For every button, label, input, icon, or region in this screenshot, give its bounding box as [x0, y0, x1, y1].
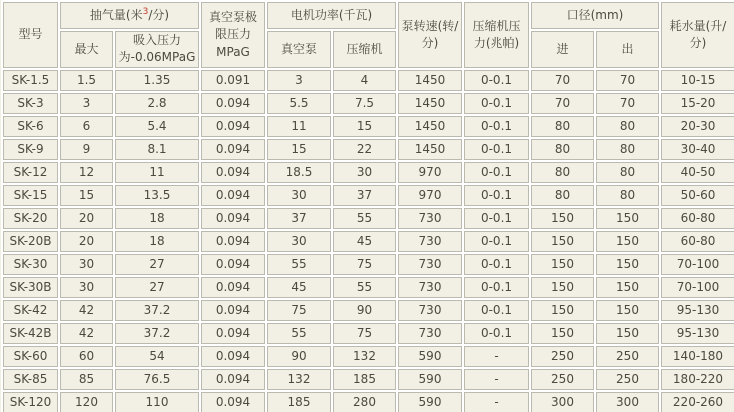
value-cell: 730: [398, 323, 462, 344]
value-cell: 1.35: [115, 70, 199, 91]
model-cell: SK-1.5: [3, 70, 58, 91]
value-cell: 970: [398, 162, 462, 183]
value-cell: 150: [531, 231, 594, 252]
table-row: [3, 93, 734, 114]
value-cell: 45: [267, 277, 331, 298]
value-cell: 27: [115, 277, 199, 298]
value-cell: 250: [531, 369, 594, 390]
value-cell: 0.094: [201, 162, 265, 183]
value-cell: 80: [531, 116, 594, 137]
value-cell: 6: [60, 116, 113, 137]
value-cell: 0-0.1: [464, 277, 529, 298]
table-row: [3, 300, 734, 321]
pumping-capacity-unit: /分): [148, 7, 170, 22]
value-cell: 80: [596, 139, 659, 160]
value-cell: 18: [115, 208, 199, 229]
value-cell: -: [464, 392, 529, 412]
model-cell: SK-12: [3, 162, 58, 183]
value-cell: 85: [60, 369, 113, 390]
value-cell: 37.2: [115, 300, 199, 321]
value-cell: 15: [333, 116, 396, 137]
header-max: 最大: [60, 31, 113, 68]
value-cell: 0.094: [201, 116, 265, 137]
value-cell: 15: [267, 139, 331, 160]
value-cell: 12: [60, 162, 113, 183]
value-cell: 150: [531, 208, 594, 229]
table-row: [3, 208, 734, 229]
value-cell: 54: [115, 346, 199, 367]
value-cell: 18: [115, 231, 199, 252]
value-cell: 11: [267, 116, 331, 137]
value-cell: 180-220: [661, 369, 734, 390]
table-row: [3, 323, 734, 344]
value-cell: 150: [596, 208, 659, 229]
value-cell: 75: [267, 300, 331, 321]
value-cell: 250: [596, 369, 659, 390]
value-cell: 95-130: [661, 300, 734, 321]
value-cell: 3: [60, 93, 113, 114]
value-cell: 0-0.1: [464, 300, 529, 321]
value-cell: 150: [596, 323, 659, 344]
value-cell: 70: [531, 93, 594, 114]
value-cell: 0-0.1: [464, 185, 529, 206]
header-row-1: [3, 2, 734, 29]
value-cell: 9: [60, 139, 113, 160]
value-cell: 970: [398, 185, 462, 206]
value-cell: -: [464, 369, 529, 390]
value-cell: 140-180: [661, 346, 734, 367]
value-cell: 37: [267, 208, 331, 229]
value-cell: 70-100: [661, 254, 734, 275]
value-cell: 15-20: [661, 93, 734, 114]
value-cell: 75: [333, 323, 396, 344]
value-cell: 18.5: [267, 162, 331, 183]
value-cell: 150: [531, 300, 594, 321]
value-cell: 132: [333, 346, 396, 367]
header-ultimate-pressure: 真空泵极限压力MPaG: [201, 2, 265, 68]
model-cell: SK-9: [3, 139, 58, 160]
header-row-2: [3, 31, 734, 68]
model-cell: SK-15: [3, 185, 58, 206]
value-cell: 20: [60, 231, 113, 252]
value-cell: -: [464, 346, 529, 367]
value-cell: 0-0.1: [464, 116, 529, 137]
value-cell: 590: [398, 392, 462, 412]
model-cell: SK-30B: [3, 277, 58, 298]
value-cell: 76.5: [115, 369, 199, 390]
value-cell: 590: [398, 346, 462, 367]
value-cell: 0-0.1: [464, 162, 529, 183]
value-cell: 3: [267, 70, 331, 91]
value-cell: 0-0.1: [464, 254, 529, 275]
value-cell: 80: [596, 162, 659, 183]
value-cell: 30: [267, 185, 331, 206]
table-row: [3, 185, 734, 206]
model-cell: SK-42B: [3, 323, 58, 344]
value-cell: 730: [398, 277, 462, 298]
value-cell: 185: [333, 369, 396, 390]
value-cell: 75: [333, 254, 396, 275]
value-cell: 1450: [398, 139, 462, 160]
header-outlet: 出: [596, 31, 659, 68]
value-cell: 20-30: [661, 116, 734, 137]
value-cell: 0.094: [201, 139, 265, 160]
value-cell: 0.094: [201, 323, 265, 344]
model-cell: SK-60: [3, 346, 58, 367]
value-cell: 80: [531, 162, 594, 183]
value-cell: 1450: [398, 93, 462, 114]
value-cell: 120: [60, 392, 113, 412]
value-cell: 80: [531, 185, 594, 206]
table-row: [3, 139, 734, 160]
spec-table: [1, 0, 734, 412]
header-pumping-capacity: [60, 2, 199, 29]
value-cell: 0-0.1: [464, 231, 529, 252]
value-cell: 70: [596, 93, 659, 114]
header-model: 型号: [3, 2, 58, 68]
value-cell: 0.094: [201, 208, 265, 229]
header-vacuum-pump: 真空泵: [267, 31, 331, 68]
table-header: [3, 2, 734, 68]
table-row: [3, 254, 734, 275]
table-row: [3, 162, 734, 183]
value-cell: 30-40: [661, 139, 734, 160]
header-water-consumption: 耗水量(升/分): [661, 2, 734, 68]
value-cell: 30: [333, 162, 396, 183]
value-cell: 5.5: [267, 93, 331, 114]
value-cell: 80: [596, 185, 659, 206]
value-cell: 40-50: [661, 162, 734, 183]
value-cell: 300: [531, 392, 594, 412]
table-row: [3, 70, 734, 91]
value-cell: 15: [60, 185, 113, 206]
value-cell: 0-0.1: [464, 323, 529, 344]
value-cell: 730: [398, 300, 462, 321]
value-cell: 60-80: [661, 208, 734, 229]
value-cell: 30: [267, 231, 331, 252]
value-cell: 0.094: [201, 185, 265, 206]
value-cell: 0.094: [201, 277, 265, 298]
value-cell: 70: [596, 70, 659, 91]
value-cell: 0-0.1: [464, 70, 529, 91]
spec-table-body: [3, 70, 734, 412]
value-cell: 150: [596, 300, 659, 321]
header-caliber: 口径(mm): [531, 2, 659, 29]
value-cell: 185: [267, 392, 331, 412]
value-cell: 60-80: [661, 231, 734, 252]
value-cell: 45: [333, 231, 396, 252]
model-cell: SK-20B: [3, 231, 58, 252]
value-cell: 37: [333, 185, 396, 206]
header-compressor-pressure: 压缩机压力(兆帕): [464, 2, 529, 68]
value-cell: 55: [333, 208, 396, 229]
value-cell: 0.094: [201, 346, 265, 367]
value-cell: 8.1: [115, 139, 199, 160]
value-cell: 150: [596, 231, 659, 252]
value-cell: 110: [115, 392, 199, 412]
value-cell: 0.094: [201, 300, 265, 321]
value-cell: 50-60: [661, 185, 734, 206]
value-cell: 20: [60, 208, 113, 229]
value-cell: 70-100: [661, 277, 734, 298]
value-cell: 250: [531, 346, 594, 367]
table-row: [3, 392, 734, 412]
value-cell: 150: [531, 277, 594, 298]
value-cell: 55: [333, 277, 396, 298]
value-cell: 42: [60, 300, 113, 321]
value-cell: 95-130: [661, 323, 734, 344]
value-cell: 55: [267, 254, 331, 275]
value-cell: 150: [531, 323, 594, 344]
value-cell: 4: [333, 70, 396, 91]
value-cell: 90: [333, 300, 396, 321]
model-cell: SK-120: [3, 392, 58, 412]
value-cell: 30: [60, 254, 113, 275]
header-compressor: 压缩机: [333, 31, 396, 68]
value-cell: 42: [60, 323, 113, 344]
value-cell: 13.5: [115, 185, 199, 206]
value-cell: 0-0.1: [464, 208, 529, 229]
value-cell: 250: [596, 346, 659, 367]
value-cell: 0.094: [201, 369, 265, 390]
value-cell: 0-0.1: [464, 93, 529, 114]
table-row: [3, 116, 734, 137]
value-cell: 0.094: [201, 254, 265, 275]
value-cell: 70: [531, 70, 594, 91]
value-cell: 80: [531, 139, 594, 160]
model-cell: SK-42: [3, 300, 58, 321]
value-cell: 280: [333, 392, 396, 412]
value-cell: 27: [115, 254, 199, 275]
value-cell: 11: [115, 162, 199, 183]
value-cell: 22: [333, 139, 396, 160]
value-cell: 30: [60, 277, 113, 298]
model-cell: SK-30: [3, 254, 58, 275]
value-cell: 60: [60, 346, 113, 367]
value-cell: 5.4: [115, 116, 199, 137]
value-cell: 730: [398, 254, 462, 275]
model-cell: SK-85: [3, 369, 58, 390]
header-suction-pressure: 吸入压力为-0.06MPaG: [115, 31, 199, 68]
value-cell: 0.094: [201, 93, 265, 114]
model-cell: SK-6: [3, 116, 58, 137]
value-cell: 220-260: [661, 392, 734, 412]
value-cell: 10-15: [661, 70, 734, 91]
table-row: [3, 277, 734, 298]
value-cell: 2.8: [115, 93, 199, 114]
value-cell: 1450: [398, 70, 462, 91]
table-row: [3, 231, 734, 252]
value-cell: 132: [267, 369, 331, 390]
value-cell: 150: [531, 254, 594, 275]
value-cell: 37.2: [115, 323, 199, 344]
table-row: [3, 369, 734, 390]
value-cell: 730: [398, 208, 462, 229]
value-cell: 150: [596, 254, 659, 275]
table-row: [3, 346, 734, 367]
cubic-superscript: 3: [142, 6, 149, 17]
value-cell: 7.5: [333, 93, 396, 114]
value-cell: 80: [596, 116, 659, 137]
value-cell: 0.094: [201, 392, 265, 412]
value-cell: 0-0.1: [464, 139, 529, 160]
model-cell: SK-3: [3, 93, 58, 114]
value-cell: 90: [267, 346, 331, 367]
header-pump-speed: 泵转速(转/分): [398, 2, 462, 68]
value-cell: 730: [398, 231, 462, 252]
header-motor-power: 电机功率(千瓦): [267, 2, 396, 29]
value-cell: 590: [398, 369, 462, 390]
value-cell: 300: [596, 392, 659, 412]
value-cell: 0.091: [201, 70, 265, 91]
value-cell: 150: [596, 277, 659, 298]
value-cell: 0.094: [201, 231, 265, 252]
pumping-capacity-text: 抽气量(米: [89, 7, 143, 22]
value-cell: 55: [267, 323, 331, 344]
model-cell: SK-20: [3, 208, 58, 229]
value-cell: 1450: [398, 116, 462, 137]
value-cell: 1.5: [60, 70, 113, 91]
header-inlet: 进: [531, 31, 594, 68]
